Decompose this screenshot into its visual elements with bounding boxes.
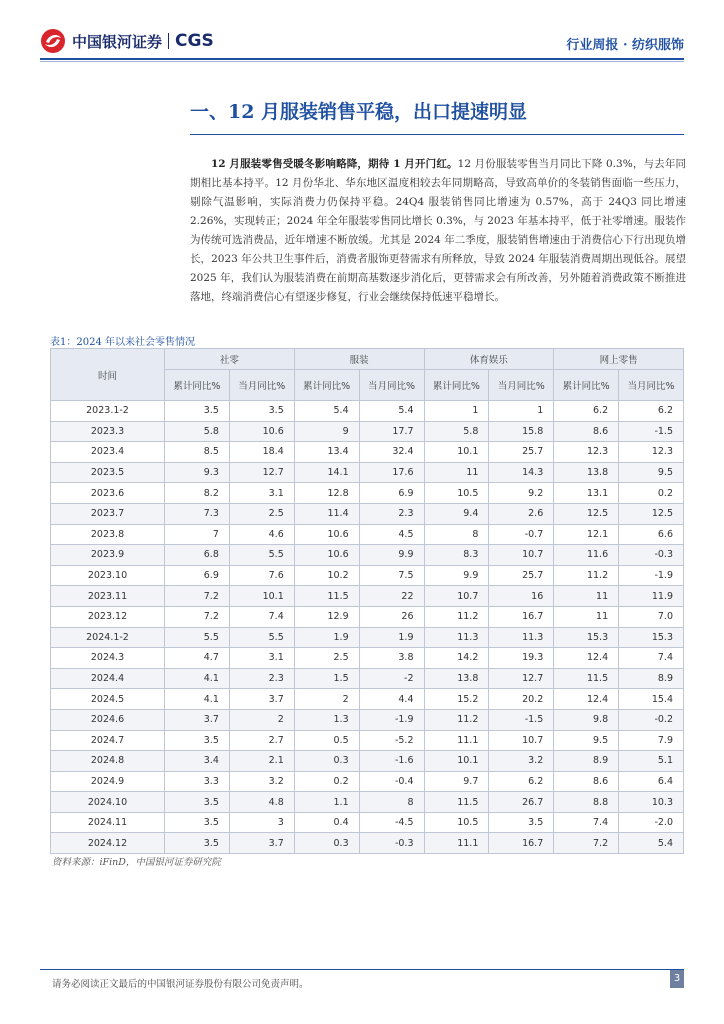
value-cell: 8 <box>424 524 489 545</box>
value-cell: 8 <box>359 792 424 813</box>
company-logo <box>40 28 214 54</box>
value-cell: -1.5 <box>489 709 554 730</box>
value-cell: 10.7 <box>489 730 554 751</box>
time-cell: 2023.8 <box>51 524 165 545</box>
group-header: 社零 <box>165 349 295 370</box>
value-cell: 9.2 <box>489 483 554 504</box>
value-cell: 9.3 <box>165 462 230 483</box>
table-row <box>51 751 684 772</box>
value-cell: 3.1 <box>229 648 294 669</box>
value-cell: 11.3 <box>424 627 489 648</box>
header-rule <box>40 58 684 60</box>
value-cell: 17.7 <box>359 421 424 442</box>
value-cell: 26 <box>359 606 424 627</box>
value-cell: 9.9 <box>359 545 424 566</box>
value-cell: 8.5 <box>165 442 230 463</box>
time-cell: 2023.4 <box>51 442 165 463</box>
table-row <box>51 606 684 627</box>
value-cell: 13.8 <box>424 668 489 689</box>
value-cell: 10.5 <box>424 483 489 504</box>
time-cell: 2024.7 <box>51 730 165 751</box>
value-cell: 20.2 <box>489 689 554 710</box>
value-cell: 1.9 <box>359 627 424 648</box>
value-cell: 3.5 <box>489 812 554 833</box>
value-cell: 16.7 <box>489 833 554 854</box>
value-cell: 3.1 <box>229 483 294 504</box>
value-cell: 8.6 <box>554 771 619 792</box>
value-cell: 2 <box>229 709 294 730</box>
value-cell: 4.1 <box>165 689 230 710</box>
value-cell: 8.6 <box>554 421 619 442</box>
value-cell: 10.6 <box>229 421 294 442</box>
paragraph-body: 12 月份服装零售当月同比下降 0.3%，与去年同期相比基本持平。12 月份华北、华东地区温度相较去年同期略高，导致高单价的冬装销售面临一些压力，剔除气温影响，实际消费力仍保持平稳。24Q4 服装销售同比增速为 0.57%，高于 24Q3 同比增速 2.26%，实现转正；2024 年全年服装零售同比增长 0.3%，与 2023 年基本持平，低于社零增速。服装作为传统可选消费品，近年增速不断放缓。尤其是 2024 年二季度，服装销售增速由于消费信心下行出现负增长，2023 年公共卫生事件后，消费者服饰更替需求有所释放，导致 2024 年服装消费周期出现低谷。展望 2025 年，我们认为服装消费在前期高基数逐步消化后，更替需求会有所改善，另外随着消费政策不断推进落地，终端消费信心有望逐步修复，行业会继续保持低速平稳增长。 <box>190 158 686 303</box>
value-cell: 5.4 <box>294 401 359 422</box>
time-cell: 2024.6 <box>51 709 165 730</box>
value-cell: 3.8 <box>359 648 424 669</box>
value-cell: 7.5 <box>359 565 424 586</box>
value-cell: 1 <box>424 401 489 422</box>
value-cell: 5.4 <box>359 401 424 422</box>
value-cell: 9.5 <box>554 730 619 751</box>
value-cell: 0.2 <box>294 771 359 792</box>
value-cell: 15.8 <box>489 421 554 442</box>
value-cell: 12.9 <box>294 606 359 627</box>
value-cell: -5.2 <box>359 730 424 751</box>
value-cell: 7.6 <box>229 565 294 586</box>
value-cell: 3.5 <box>165 730 230 751</box>
value-cell: -0.2 <box>619 709 684 730</box>
value-cell: 8.9 <box>554 751 619 772</box>
value-cell: 22 <box>359 586 424 607</box>
value-cell: 4.5 <box>359 524 424 545</box>
value-cell: 8.8 <box>554 792 619 813</box>
value-cell: 9.7 <box>424 771 489 792</box>
value-cell: 6.4 <box>619 771 684 792</box>
sub-header: 累计同比% <box>294 370 359 401</box>
report-type: 行业周报 · 纺织服饰 <box>566 38 684 53</box>
value-cell: 8.3 <box>424 545 489 566</box>
table-row <box>51 565 684 586</box>
value-cell: 9 <box>294 421 359 442</box>
value-cell: -1.9 <box>359 709 424 730</box>
value-cell: 17.6 <box>359 462 424 483</box>
value-cell: 11.1 <box>424 833 489 854</box>
value-cell: 11.6 <box>554 545 619 566</box>
value-cell: 5.8 <box>165 421 230 442</box>
value-cell: 1.5 <box>294 668 359 689</box>
value-cell: 11.1 <box>424 730 489 751</box>
value-cell: 3 <box>229 812 294 833</box>
time-cell: 2023.11 <box>51 586 165 607</box>
value-cell: 9.9 <box>424 565 489 586</box>
time-cell: 2023.12 <box>51 606 165 627</box>
group-header: 服装 <box>294 349 424 370</box>
value-cell: 10.1 <box>229 586 294 607</box>
value-cell: 7.2 <box>554 833 619 854</box>
sub-header: 累计同比% <box>424 370 489 401</box>
value-cell: -2 <box>359 668 424 689</box>
value-cell: 1.9 <box>294 627 359 648</box>
value-cell: 7.4 <box>229 606 294 627</box>
value-cell: 18.4 <box>229 442 294 463</box>
value-cell: 2.1 <box>229 751 294 772</box>
value-cell: -1.9 <box>619 565 684 586</box>
value-cell: 11.5 <box>424 792 489 813</box>
logo-chinese-name: 中国银河证券 <box>72 32 163 51</box>
table-row <box>51 812 684 833</box>
value-cell: 2.5 <box>294 648 359 669</box>
value-cell: 5.5 <box>165 627 230 648</box>
value-cell: 12.4 <box>554 689 619 710</box>
value-cell: 26.7 <box>489 792 554 813</box>
value-cell: -0.7 <box>489 524 554 545</box>
value-cell: 5.4 <box>619 833 684 854</box>
value-cell: -2.0 <box>619 812 684 833</box>
value-cell: 1.3 <box>294 709 359 730</box>
value-cell: 2.3 <box>229 668 294 689</box>
value-cell: -0.3 <box>619 545 684 566</box>
time-cell: 2023.10 <box>51 565 165 586</box>
section-title-rule <box>190 134 684 135</box>
value-cell: 3.7 <box>165 709 230 730</box>
value-cell: 3.5 <box>229 401 294 422</box>
table-row <box>51 709 684 730</box>
value-cell: 4.7 <box>165 648 230 669</box>
sub-header: 累计同比% <box>165 370 230 401</box>
table-row <box>51 503 684 524</box>
table-row <box>51 771 684 792</box>
value-cell: 10.1 <box>424 751 489 772</box>
time-cell: 2023.5 <box>51 462 165 483</box>
value-cell: 25.7 <box>489 442 554 463</box>
value-cell: -1.6 <box>359 751 424 772</box>
time-cell: 2024.8 <box>51 751 165 772</box>
value-cell: 7.9 <box>619 730 684 751</box>
value-cell: 5.5 <box>229 627 294 648</box>
value-cell: 5.1 <box>619 751 684 772</box>
table-body <box>51 401 684 854</box>
value-cell: 14.2 <box>424 648 489 669</box>
time-cell: 2024.5 <box>51 689 165 710</box>
value-cell: 5.8 <box>424 421 489 442</box>
time-cell: 2023.6 <box>51 483 165 504</box>
value-cell: 7.2 <box>165 606 230 627</box>
value-cell: 6.9 <box>165 565 230 586</box>
value-cell: 11.5 <box>294 586 359 607</box>
value-cell: 8.9 <box>619 668 684 689</box>
value-cell: 11.2 <box>424 709 489 730</box>
value-cell: 12.5 <box>619 503 684 524</box>
value-cell: -1.5 <box>619 421 684 442</box>
value-cell: 4.8 <box>229 792 294 813</box>
page-number: 3 <box>670 970 684 988</box>
value-cell: 3.5 <box>165 833 230 854</box>
value-cell: 3.5 <box>165 401 230 422</box>
table-row <box>51 586 684 607</box>
value-cell: 6.2 <box>554 401 619 422</box>
value-cell: 11 <box>424 462 489 483</box>
table-row <box>51 833 684 854</box>
value-cell: 13.1 <box>554 483 619 504</box>
value-cell: 12.3 <box>619 442 684 463</box>
table-row <box>51 462 684 483</box>
logo-divider <box>168 33 169 49</box>
logo-english-name: CGS <box>175 31 214 51</box>
value-cell: 2.5 <box>229 503 294 524</box>
body-paragraph <box>190 155 686 307</box>
value-cell: 1.1 <box>294 792 359 813</box>
value-cell: 2.6 <box>489 503 554 524</box>
value-cell: 3.7 <box>229 689 294 710</box>
value-cell: 3.5 <box>165 812 230 833</box>
value-cell: 8.2 <box>165 483 230 504</box>
value-cell: 10.2 <box>294 565 359 586</box>
value-cell: 11.2 <box>424 606 489 627</box>
value-cell: 11.4 <box>294 503 359 524</box>
value-cell: 9.4 <box>424 503 489 524</box>
value-cell: 12.7 <box>489 668 554 689</box>
time-cell: 2024.4 <box>51 668 165 689</box>
value-cell: 14.1 <box>294 462 359 483</box>
value-cell: 16.7 <box>489 606 554 627</box>
time-cell: 2023.7 <box>51 503 165 524</box>
value-cell: 7.3 <box>165 503 230 524</box>
value-cell: 12.3 <box>554 442 619 463</box>
value-cell: 12.5 <box>554 503 619 524</box>
time-cell: 2024.10 <box>51 792 165 813</box>
table-row <box>51 421 684 442</box>
sub-header: 当月同比% <box>229 370 294 401</box>
time-cell: 2023.9 <box>51 545 165 566</box>
table-row <box>51 689 684 710</box>
value-cell: 10.1 <box>424 442 489 463</box>
value-cell: 11.5 <box>554 668 619 689</box>
table-row <box>51 545 684 566</box>
value-cell: 6.2 <box>619 401 684 422</box>
value-cell: 3.3 <box>165 771 230 792</box>
value-cell: 2.7 <box>229 730 294 751</box>
value-cell: 2 <box>294 689 359 710</box>
header-rule-thin <box>40 61 684 62</box>
value-cell: 3.2 <box>489 751 554 772</box>
value-cell: 0.4 <box>294 812 359 833</box>
value-cell: 10.6 <box>294 524 359 545</box>
value-cell: -0.3 <box>359 833 424 854</box>
table-row <box>51 730 684 751</box>
value-cell: 11.3 <box>489 627 554 648</box>
value-cell: 11.2 <box>554 565 619 586</box>
value-cell: 6.9 <box>359 483 424 504</box>
table-row <box>51 524 684 545</box>
table-row <box>51 483 684 504</box>
value-cell: 3.7 <box>229 833 294 854</box>
value-cell: 19.3 <box>489 648 554 669</box>
cgs-logo-icon <box>40 28 66 54</box>
value-cell: 3.4 <box>165 751 230 772</box>
table-row <box>51 792 684 813</box>
section-title: 一、12 月服装销售平稳，出口提速明显 <box>190 101 528 123</box>
value-cell: 2.3 <box>359 503 424 524</box>
sub-header: 当月同比% <box>359 370 424 401</box>
value-cell: 32.4 <box>359 442 424 463</box>
value-cell: 12.1 <box>554 524 619 545</box>
time-cell: 2023.3 <box>51 421 165 442</box>
value-cell: 5.5 <box>229 545 294 566</box>
value-cell: 9.8 <box>554 709 619 730</box>
value-cell: 0.3 <box>294 751 359 772</box>
value-cell: 13.4 <box>294 442 359 463</box>
time-cell: 2024.3 <box>51 648 165 669</box>
value-cell: 15.4 <box>619 689 684 710</box>
table-row <box>51 401 684 422</box>
value-cell: 3.2 <box>229 771 294 792</box>
table-row <box>51 668 684 689</box>
table-row <box>51 648 684 669</box>
value-cell: 0.5 <box>294 730 359 751</box>
time-header: 时间 <box>51 349 165 401</box>
value-cell: 0.3 <box>294 833 359 854</box>
retail-sales-table <box>50 348 684 854</box>
value-cell: 11 <box>554 586 619 607</box>
time-cell: 2024.9 <box>51 771 165 792</box>
footer-disclaimer: 请务必阅读正文最后的中国银河证券股份有限公司免责声明。 <box>52 979 309 990</box>
value-cell: 10.7 <box>489 545 554 566</box>
sub-header: 当月同比% <box>489 370 554 401</box>
value-cell: 7.4 <box>619 648 684 669</box>
value-cell: 0.2 <box>619 483 684 504</box>
value-cell: 3.5 <box>165 792 230 813</box>
time-cell: 2023.1-2 <box>51 401 165 422</box>
table-caption: 表1：2024 年以来社会零售情况 <box>50 337 195 348</box>
value-cell: 15.2 <box>424 689 489 710</box>
table-source: 资料来源：iFinD，中国银河证券研究院 <box>52 857 221 868</box>
table-row <box>51 627 684 648</box>
value-cell: 11.9 <box>619 586 684 607</box>
value-cell: 10.5 <box>424 812 489 833</box>
value-cell: 6.8 <box>165 545 230 566</box>
value-cell: 10.6 <box>294 545 359 566</box>
sub-header: 累计同比% <box>554 370 619 401</box>
value-cell: 9.5 <box>619 462 684 483</box>
value-cell: 4.4 <box>359 689 424 710</box>
time-cell: 2024.12 <box>51 833 165 854</box>
value-cell: 25.7 <box>489 565 554 586</box>
value-cell: 15.3 <box>619 627 684 648</box>
sub-header: 当月同比% <box>619 370 684 401</box>
value-cell: 7.2 <box>165 586 230 607</box>
time-cell: 2024.1-2 <box>51 627 165 648</box>
value-cell: 10.7 <box>424 586 489 607</box>
value-cell: -4.5 <box>359 812 424 833</box>
value-cell: -0.4 <box>359 771 424 792</box>
value-cell: 4.6 <box>229 524 294 545</box>
value-cell: 7.0 <box>619 606 684 627</box>
page-header <box>0 0 724 66</box>
value-cell: 12.4 <box>554 648 619 669</box>
value-cell: 7 <box>165 524 230 545</box>
value-cell: 12.8 <box>294 483 359 504</box>
value-cell: 10.3 <box>619 792 684 813</box>
group-header: 体育娱乐 <box>424 349 554 370</box>
time-cell: 2024.11 <box>51 812 165 833</box>
value-cell: 11 <box>554 606 619 627</box>
value-cell: 14.3 <box>489 462 554 483</box>
footer-rule <box>40 969 684 970</box>
value-cell: 6.2 <box>489 771 554 792</box>
group-header: 网上零售 <box>554 349 684 370</box>
table-row <box>51 442 684 463</box>
value-cell: 12.7 <box>229 462 294 483</box>
paragraph-lead: 12 月服装零售受暖冬影响略降，期待 1 月开门红。 <box>211 158 458 170</box>
value-cell: 6.6 <box>619 524 684 545</box>
value-cell: 15.3 <box>554 627 619 648</box>
value-cell: 16 <box>489 586 554 607</box>
value-cell: 1 <box>489 401 554 422</box>
value-cell: 13.8 <box>554 462 619 483</box>
value-cell: 4.1 <box>165 668 230 689</box>
value-cell: 7.4 <box>554 812 619 833</box>
